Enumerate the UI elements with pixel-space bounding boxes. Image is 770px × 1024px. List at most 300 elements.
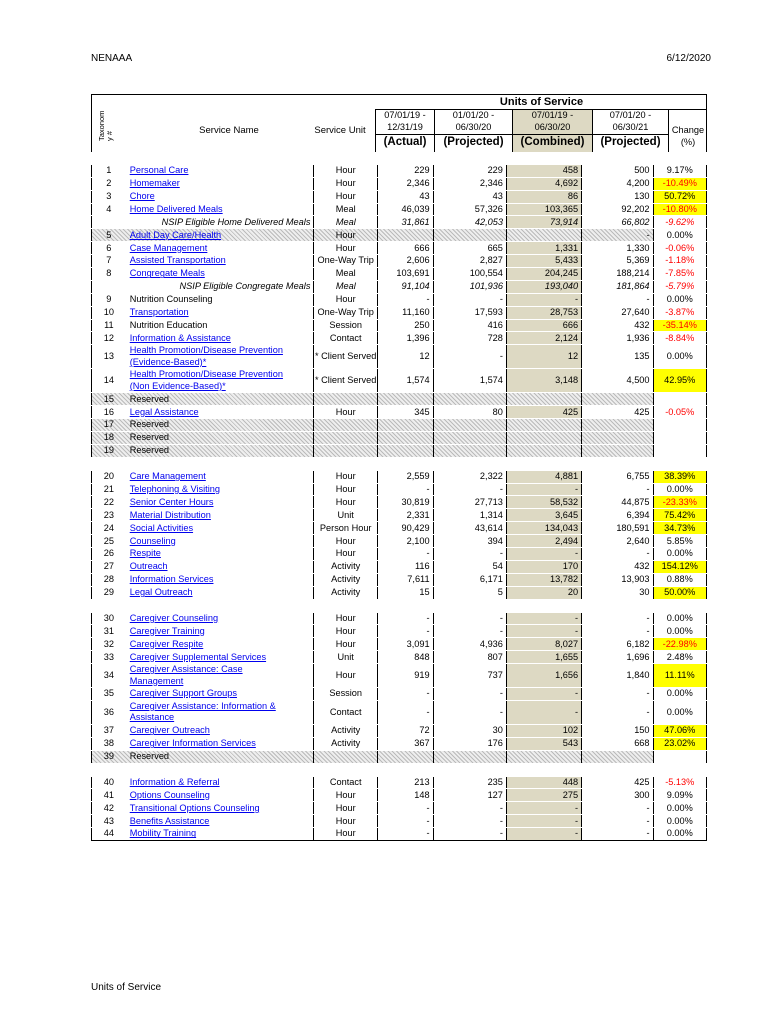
- service-name-link[interactable]: Caregiver Information Services: [129, 738, 256, 749]
- service-name[interactable]: [126, 229, 314, 241]
- service-unit-header: Service Unit: [314, 125, 366, 136]
- actual-value: 15: [377, 587, 433, 599]
- service-name[interactable]: [126, 484, 314, 496]
- future-projected-value: [581, 419, 652, 431]
- service-name-link[interactable]: Caregiver Outreach: [129, 725, 210, 736]
- projected-value: 57,326: [433, 204, 506, 216]
- service-name-link[interactable]: Social Activities: [129, 522, 194, 533]
- change-percent: -10.49%: [653, 178, 707, 190]
- projected-value: [433, 419, 506, 431]
- service-unit: [313, 751, 377, 763]
- service-name-text: Reserved: [129, 393, 170, 404]
- service-name-link[interactable]: Legal Outreach: [129, 587, 193, 598]
- service-name-link[interactable]: Caregiver Training: [129, 625, 205, 636]
- actual-value: 30,819: [377, 496, 433, 508]
- taxonomy-number: 5: [91, 229, 126, 241]
- taxonomy-number: 24: [91, 522, 126, 534]
- projected-value: 394: [433, 535, 506, 547]
- future-projected-value: 6,755: [581, 471, 652, 483]
- taxonomy-number: 1: [91, 165, 126, 177]
- service-name[interactable]: [126, 165, 314, 177]
- service-name-link[interactable]: Information & Assistance: [129, 332, 231, 343]
- service-name[interactable]: [126, 587, 314, 599]
- service-name-link-continued[interactable]: Management: [129, 675, 184, 686]
- future-projected-value: 432: [581, 320, 652, 332]
- service-unit: Contact: [313, 332, 377, 344]
- service-unit: Activity: [313, 587, 377, 599]
- projected-value: -: [433, 294, 506, 306]
- actual-value: -: [377, 625, 433, 637]
- service-name[interactable]: [126, 255, 314, 267]
- taxonomy-number: 20: [91, 471, 126, 483]
- actual-value: 11,160: [377, 307, 433, 319]
- taxonomy-number: 29: [91, 587, 126, 599]
- taxonomy-number: 6: [91, 242, 126, 254]
- service-name[interactable]: [126, 651, 314, 663]
- service-unit: [313, 445, 377, 457]
- future-projected-value: 1,936: [581, 332, 652, 344]
- table-row: [91, 406, 707, 419]
- taxonomy-number: 14: [91, 369, 126, 392]
- service-name-link[interactable]: Congregate Meals: [129, 268, 205, 279]
- table-row: [91, 229, 707, 242]
- service-name-link[interactable]: Transportation: [129, 307, 189, 318]
- service-name-link[interactable]: Adult Day Care/Health: [129, 229, 222, 240]
- reserved-row: [91, 419, 707, 432]
- service-name[interactable]: [126, 688, 314, 700]
- service-unit: Hour: [313, 664, 377, 687]
- future-projected-value: -: [581, 229, 652, 241]
- combined-value: -: [506, 828, 581, 840]
- service-unit: Contact: [313, 701, 377, 724]
- combined-value: 193,040: [506, 281, 581, 293]
- projected-value: 54: [433, 561, 506, 573]
- service-name[interactable]: [126, 242, 314, 254]
- change-percent: 0.00%: [653, 345, 707, 368]
- taxonomy-number: 12: [91, 332, 126, 344]
- combined-value: 4,881: [506, 471, 581, 483]
- service-name-link[interactable]: Transitional Options Counseling: [129, 802, 260, 813]
- service-name[interactable]: [126, 471, 314, 483]
- future-projected-value: -: [581, 815, 652, 827]
- taxonomy-number: 23: [91, 509, 126, 521]
- combined-value: 102: [506, 725, 581, 737]
- service-name[interactable]: [126, 777, 314, 789]
- projected-value: 665: [433, 242, 506, 254]
- taxonomy-number: 9: [91, 294, 126, 306]
- table-row: [91, 165, 707, 178]
- service-unit: Unit: [313, 651, 377, 663]
- service-name-link[interactable]: Counseling: [129, 535, 176, 546]
- service-name-text: Nutrition Counseling: [129, 294, 213, 305]
- change-percent: 0.88%: [653, 574, 707, 586]
- table-row: [91, 548, 707, 561]
- service-unit: Hour: [313, 294, 377, 306]
- projected-value: 43: [433, 191, 506, 203]
- service-name[interactable]: [126, 815, 314, 827]
- service-unit: Hour: [313, 613, 377, 625]
- service-name[interactable]: [126, 664, 314, 687]
- service-name[interactable]: [126, 345, 314, 368]
- reserved-row: [91, 393, 707, 406]
- service-name[interactable]: [126, 522, 314, 534]
- change-percent: 42.95%: [653, 369, 707, 392]
- change-percent: 0.00%: [653, 484, 707, 496]
- future-projected-value: -: [581, 802, 652, 814]
- table-row: [91, 268, 707, 281]
- footer-label: Units of Service: [91, 982, 162, 993]
- service-name[interactable]: [126, 613, 314, 625]
- section-header: [91, 764, 707, 777]
- change-header: Change (%): [668, 109, 707, 153]
- future-projected-value: -: [581, 484, 652, 496]
- service-unit: Hour: [313, 471, 377, 483]
- combined-value: -: [506, 625, 581, 637]
- taxonomy-number: 35: [91, 688, 126, 700]
- service-name-link[interactable]: Chore: [129, 191, 155, 202]
- service-name-text: Reserved: [129, 419, 170, 430]
- section-title: [91, 764, 707, 776]
- combined-value: 20: [506, 587, 581, 599]
- service-name: [126, 320, 314, 332]
- section-header: [91, 458, 707, 471]
- actual-value: 3,091: [377, 638, 433, 650]
- future-projected-value: -: [581, 701, 652, 724]
- service-unit: Meal: [313, 216, 377, 228]
- taxonomy-number: 38: [91, 738, 126, 750]
- projected-value: 100,554: [433, 268, 506, 280]
- taxonomy-number: 18: [91, 432, 126, 444]
- service-name-link[interactable]: Material Distribution: [129, 509, 211, 520]
- taxonomy-number: 27: [91, 561, 126, 573]
- service-name-link[interactable]: Mobility Training: [129, 828, 197, 839]
- change-percent: [653, 432, 707, 444]
- combined-value: 4,692: [506, 178, 581, 190]
- service-name-link[interactable]: Caregiver Supplemental Services: [129, 651, 267, 662]
- table-row: [91, 535, 707, 548]
- future-projected-value: -: [581, 613, 652, 625]
- service-unit: Meal: [313, 268, 377, 280]
- taxonomy-number: 28: [91, 574, 126, 586]
- col-future-label: (Projected): [593, 134, 668, 149]
- service-name[interactable]: [126, 701, 314, 724]
- table-row: [91, 204, 707, 217]
- future-projected-value: 6,182: [581, 638, 652, 650]
- service-name-link-continued[interactable]: Assistance: [129, 712, 175, 723]
- combined-value: -: [506, 688, 581, 700]
- change-percent: [653, 419, 707, 431]
- service-name: [126, 419, 314, 431]
- service-name[interactable]: [126, 496, 314, 508]
- combined-value: 28,753: [506, 307, 581, 319]
- change-percent: -3.87%: [653, 307, 707, 319]
- future-projected-value: 92,202: [581, 204, 652, 216]
- service-name[interactable]: [126, 204, 314, 216]
- taxonomy-number: 40: [91, 777, 126, 789]
- service-name[interactable]: [126, 625, 314, 637]
- taxonomy-header: Taxonom y #: [97, 110, 114, 141]
- section-title: [91, 152, 707, 164]
- actual-value: -: [377, 294, 433, 306]
- taxonomy-number: 44: [91, 828, 126, 840]
- service-name[interactable]: [126, 406, 314, 418]
- actual-value: 103,691: [377, 268, 433, 280]
- header-org-name: NENAAA: [91, 53, 133, 64]
- service-name[interactable]: [126, 332, 314, 344]
- change-percent: 47.06%: [653, 725, 707, 737]
- change-percent: 75.42%: [653, 509, 707, 521]
- service-name-link[interactable]: Caregiver Support Groups: [129, 688, 237, 699]
- combined-value: [506, 751, 581, 763]
- change-percent: 0.00%: [653, 701, 707, 724]
- service-name[interactable]: [126, 828, 314, 840]
- combined-value: -: [506, 548, 581, 560]
- service-name-link[interactable]: Telephoning & Visiting: [129, 483, 220, 494]
- taxonomy-number: [91, 216, 126, 228]
- service-unit: Unit: [313, 509, 377, 521]
- actual-value: -: [377, 701, 433, 724]
- service-unit: One-Way Trip: [313, 255, 377, 267]
- service-name-link[interactable]: Caregiver Counseling: [129, 612, 219, 623]
- taxonomy-number: 17: [91, 419, 126, 431]
- combined-value: [506, 432, 581, 444]
- change-percent: 34.73%: [653, 522, 707, 534]
- change-percent: -22.98%: [653, 638, 707, 650]
- taxonomy-number: 16: [91, 406, 126, 418]
- table-header: [91, 94, 707, 152]
- projected-value: 27,713: [433, 496, 506, 508]
- table-row: [91, 777, 707, 790]
- service-unit: [313, 432, 377, 444]
- col-actual-header: [375, 109, 434, 153]
- change-percent: 5.85%: [653, 535, 707, 547]
- projected-value: -: [433, 828, 506, 840]
- service-unit: Hour: [313, 165, 377, 177]
- service-unit: Meal: [313, 281, 377, 293]
- table-row: [91, 496, 707, 509]
- service-name-link[interactable]: Homemaker: [129, 178, 180, 189]
- service-name: [126, 751, 314, 763]
- projected-value: 2,322: [433, 471, 506, 483]
- service-name-link[interactable]: Respite: [129, 548, 161, 559]
- actual-value: [377, 751, 433, 763]
- actual-value: 2,331: [377, 509, 433, 521]
- taxonomy-number: 25: [91, 535, 126, 547]
- col-combined-label: (Combined): [513, 134, 592, 149]
- actual-value: 367: [377, 738, 433, 750]
- future-projected-value: 180,591: [581, 522, 652, 534]
- service-name-link[interactable]: Care Management: [129, 471, 206, 482]
- future-projected-value: [581, 751, 652, 763]
- service-name[interactable]: [126, 738, 314, 750]
- service-name-link[interactable]: Health Promotion/Disease Prevention: [129, 345, 283, 356]
- table-row: [91, 587, 707, 600]
- service-name[interactable]: [126, 369, 314, 392]
- service-name-link[interactable]: Caregiver Assistance: Information &: [129, 700, 276, 711]
- change-percent: -1.18%: [653, 255, 707, 267]
- table-row: [91, 255, 707, 268]
- section-header: [91, 600, 707, 613]
- service-name[interactable]: [126, 191, 314, 203]
- service-name: [126, 294, 314, 306]
- service-unit: Session: [313, 320, 377, 332]
- col-projected-range: 01/01/20 - 06/30/20: [452, 110, 495, 132]
- table-row: [91, 828, 707, 841]
- projected-value: 43,614: [433, 522, 506, 534]
- col-projected-label: (Projected): [435, 134, 512, 149]
- change-percent: -7.85%: [653, 268, 707, 280]
- service-name-link[interactable]: Options Counseling: [129, 789, 210, 800]
- service-unit: Hour: [313, 535, 377, 547]
- combined-value: 2,494: [506, 535, 581, 547]
- col-actual-range: 07/01/19 - 12/31/19: [384, 110, 426, 132]
- future-projected-value: 5,369: [581, 255, 652, 267]
- combined-value: 134,043: [506, 522, 581, 534]
- change-percent: [653, 445, 707, 457]
- actual-value: -: [377, 828, 433, 840]
- service-name-link[interactable]: Personal Care: [129, 165, 189, 176]
- actual-value: 666: [377, 242, 433, 254]
- service-name[interactable]: [126, 574, 314, 586]
- combined-value: [506, 229, 581, 241]
- projected-value: -: [433, 625, 506, 637]
- service-name-link[interactable]: Legal Assistance: [129, 406, 199, 417]
- taxonomy-number: 22: [91, 496, 126, 508]
- col-future-range: 07/01/20 - 06/30/21: [609, 110, 652, 132]
- service-name-link[interactable]: Benefits Assistance: [129, 815, 210, 826]
- service-name[interactable]: [126, 307, 314, 319]
- service-name-link[interactable]: Caregiver Assistance: Case: [129, 664, 243, 675]
- combined-value: 204,245: [506, 268, 581, 280]
- combined-value: 8,027: [506, 638, 581, 650]
- combined-value: 12: [506, 345, 581, 368]
- service-name-link[interactable]: Caregiver Respite: [129, 638, 204, 649]
- combined-value: 275: [506, 789, 581, 801]
- table-row: [91, 320, 707, 333]
- table-row: [91, 332, 707, 345]
- change-percent: 50.72%: [653, 191, 707, 203]
- service-name[interactable]: [126, 509, 314, 521]
- service-name-link[interactable]: Assisted Transportation: [129, 255, 226, 266]
- actual-value: -: [377, 802, 433, 814]
- table-row: [91, 294, 707, 307]
- projected-value: 80: [433, 406, 506, 418]
- future-projected-value: 1,840: [581, 664, 652, 687]
- actual-value: 7,611: [377, 574, 433, 586]
- taxonomy-number: 39: [91, 751, 126, 763]
- service-name-link-continued[interactable]: (Non Evidence-Based)*: [129, 380, 226, 391]
- service-unit: Activity: [313, 738, 377, 750]
- actual-value: 1,574: [377, 369, 433, 392]
- change-percent: 50.00%: [653, 587, 707, 599]
- table-row: [91, 688, 707, 701]
- service-name[interactable]: [126, 725, 314, 737]
- projected-value: -: [433, 701, 506, 724]
- change-percent: -0.06%: [653, 242, 707, 254]
- table-row: [91, 613, 707, 626]
- combined-value: [506, 393, 581, 405]
- future-projected-value: -: [581, 828, 652, 840]
- service-name[interactable]: [126, 561, 314, 573]
- actual-value: 2,346: [377, 178, 433, 190]
- table-row: [91, 561, 707, 574]
- service-name-link[interactable]: Information & Referral: [129, 776, 220, 787]
- actual-value: 31,861: [377, 216, 433, 228]
- table-row: [91, 701, 707, 725]
- taxonomy-number: 33: [91, 651, 126, 663]
- future-projected-value: 130: [581, 191, 652, 203]
- service-name-text: Reserved: [129, 445, 170, 456]
- projected-value: 30: [433, 725, 506, 737]
- combined-value: [506, 419, 581, 431]
- service-name[interactable]: [126, 548, 314, 560]
- service-name[interactable]: [126, 802, 314, 814]
- taxonomy-number: [91, 281, 126, 293]
- service-name[interactable]: [126, 638, 314, 650]
- table-row: [91, 651, 707, 664]
- service-name-link-continued[interactable]: (Evidence-Based)*: [129, 356, 207, 367]
- projected-value: [433, 229, 506, 241]
- service-unit: Hour: [313, 496, 377, 508]
- table-row: [91, 281, 707, 294]
- change-percent: 23.02%: [653, 738, 707, 750]
- service-unit: [313, 393, 377, 405]
- service-name[interactable]: [126, 178, 314, 190]
- service-unit: Activity: [313, 561, 377, 573]
- actual-value: 213: [377, 777, 433, 789]
- future-projected-value: [581, 432, 652, 444]
- table-row: [91, 789, 707, 802]
- col-combined-header: [512, 109, 592, 153]
- combined-value: 2,124: [506, 332, 581, 344]
- table-row: [91, 738, 707, 751]
- combined-value: 425: [506, 406, 581, 418]
- change-percent: 9.17%: [653, 165, 707, 177]
- service-unit: Hour: [313, 229, 377, 241]
- service-unit: * Client Served: [313, 345, 377, 368]
- actual-value: 2,559: [377, 471, 433, 483]
- future-projected-value: 181,864: [581, 281, 652, 293]
- service-name[interactable]: [126, 789, 314, 801]
- service-name-link[interactable]: Home Delivered Meals: [129, 203, 223, 214]
- change-percent: -5.13%: [653, 777, 707, 789]
- service-name[interactable]: [126, 535, 314, 547]
- table-row: [91, 574, 707, 587]
- service-unit: Hour: [313, 406, 377, 418]
- units-of-service-title: Units of Service: [499, 96, 584, 108]
- projected-value: [433, 432, 506, 444]
- service-name-link[interactable]: Health Promotion/Disease Prevention: [129, 369, 283, 380]
- change-percent: 0.00%: [653, 828, 707, 840]
- future-projected-value: [581, 393, 652, 405]
- projected-value: 737: [433, 664, 506, 687]
- taxonomy-number: 2: [91, 178, 126, 190]
- service-name-link[interactable]: Case Management: [129, 242, 208, 253]
- taxonomy-number: 10: [91, 307, 126, 319]
- service-name-header: Service Name: [199, 125, 259, 136]
- combined-value: 73,914: [506, 216, 581, 228]
- reserved-row: [91, 751, 707, 764]
- combined-value: 458: [506, 165, 581, 177]
- service-name[interactable]: [126, 268, 314, 280]
- projected-value: -: [433, 548, 506, 560]
- service-unit: Hour: [313, 789, 377, 801]
- combined-value: 86: [506, 191, 581, 203]
- service-name-link[interactable]: Information Services: [129, 574, 214, 585]
- service-name-link[interactable]: Senior Center Hours: [129, 496, 214, 507]
- service-name-link[interactable]: Outreach: [129, 561, 168, 572]
- taxonomy-number: 21: [91, 484, 126, 496]
